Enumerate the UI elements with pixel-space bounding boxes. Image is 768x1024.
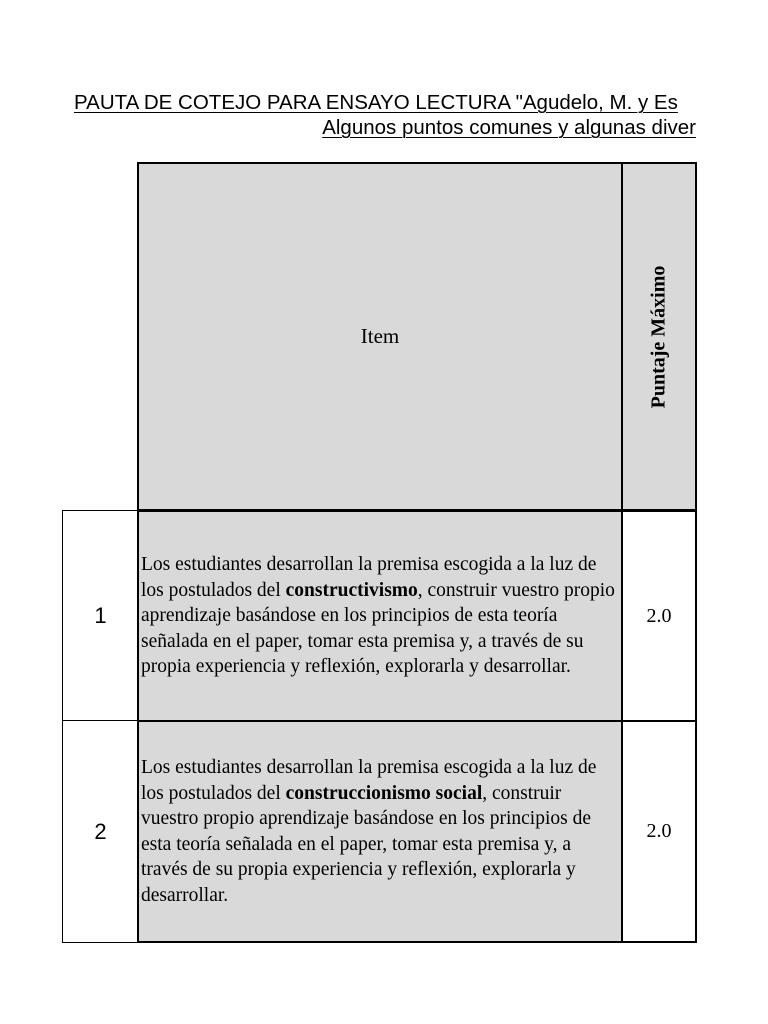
document-title bbox=[0, 88, 696, 144]
row-number-cell bbox=[62, 720, 139, 943]
row-number-cell bbox=[62, 510, 139, 722]
description-keyword: construccionismo social bbox=[285, 782, 483, 804]
header-max-score-label: Puntaje Máximo bbox=[647, 265, 670, 408]
row-max-score: 2.0 bbox=[646, 820, 672, 842]
description-text-end: , construir vuestro propio aprendizaje basándose en los principios de esta teoría señalada en el paper, tomar esta premisa y, a través de su propia experiencia y reflexión, explorarla y desarrollar. bbox=[141, 579, 615, 678]
description-text-start: Los estudiantes desarrollan la premisa escogida a la luz de los postulados del bbox=[141, 757, 597, 804]
header-item-cell bbox=[137, 162, 623, 511]
row-max-score-cell bbox=[621, 510, 697, 722]
row-description-cell bbox=[137, 720, 623, 943]
row-description bbox=[141, 552, 617, 680]
row-number: 2 bbox=[94, 818, 107, 844]
row-description bbox=[141, 755, 617, 908]
header-item-label: Item bbox=[360, 324, 400, 348]
title-line-1: PAUTA DE COTEJO PARA ENSAYO LECTURA "Agudelo, M. y Es bbox=[74, 91, 678, 114]
description-text-end: , construir vuestro propio aprendizaje basándose en los principios de esta teoría señalada en el paper, tomar esta premisa y, a través de su propia experiencia y reflexión, explorarla y desarrollar. bbox=[141, 782, 591, 906]
header-max-score-cell bbox=[621, 162, 697, 511]
row-description-cell bbox=[137, 510, 623, 722]
description-text-start: Los estudiantes desarrollan la premisa escogida a la luz de los postulados del bbox=[141, 554, 597, 601]
row-number: 1 bbox=[94, 603, 107, 628]
description-keyword: constructivismo bbox=[285, 579, 418, 601]
row-max-score-cell bbox=[621, 720, 697, 943]
row-max-score: 2.0 bbox=[646, 604, 672, 627]
title-line-2: Algunos puntos comunes y algunas diver bbox=[322, 116, 696, 139]
